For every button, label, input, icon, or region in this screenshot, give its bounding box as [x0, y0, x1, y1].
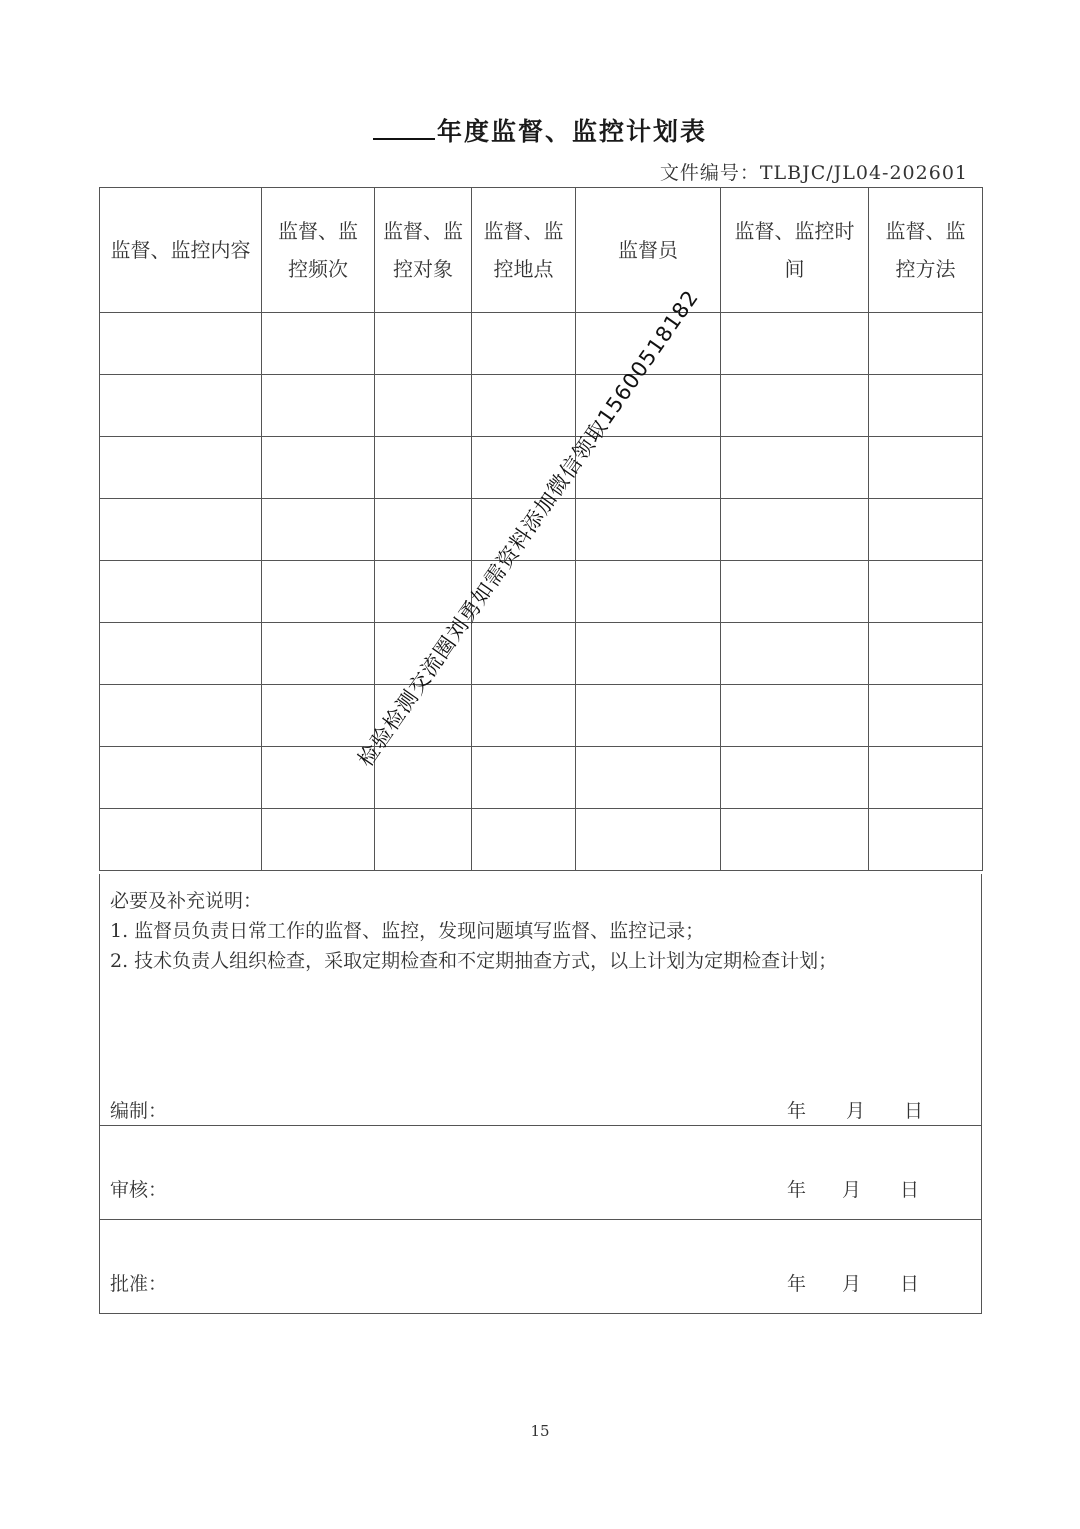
table-cell	[472, 747, 576, 809]
table-cell	[869, 809, 983, 871]
signature-date: 年 月 日	[787, 1100, 924, 1122]
table-cell	[576, 747, 721, 809]
title-text: 年度监督、监控计划表	[436, 117, 707, 146]
table-cell	[262, 375, 375, 437]
table-cell	[472, 809, 576, 871]
table-cell	[375, 809, 472, 871]
header-time: 监督、监控时 间	[721, 188, 869, 313]
table-cell	[262, 499, 375, 561]
table-header-row	[100, 188, 983, 313]
table-cell	[100, 375, 262, 437]
table-cell	[375, 747, 472, 809]
table-cell	[262, 561, 375, 623]
watermark: 检验检测交流圈刘勇如需资料添加微信领取15600518182	[353, 285, 704, 772]
table-cell	[472, 685, 576, 747]
table-cell	[721, 375, 869, 437]
signature-label: 审核：	[110, 1179, 168, 1201]
table-cell	[100, 499, 262, 561]
table-cell	[869, 499, 983, 561]
notes	[110, 886, 837, 976]
table-row	[100, 809, 983, 871]
header-location: 监督、监 控地点	[472, 188, 576, 313]
signature-label: 编制：	[110, 1100, 168, 1122]
signature-label: 批准：	[110, 1273, 168, 1295]
table-cell	[100, 437, 262, 499]
table-cell	[869, 747, 983, 809]
table-cell	[576, 499, 721, 561]
table-cell	[869, 375, 983, 437]
table-cell	[869, 623, 983, 685]
header-frequency: 监督、监 控频次	[262, 188, 375, 313]
table-cell	[472, 375, 576, 437]
divider	[100, 1125, 981, 1126]
table-cell	[721, 313, 869, 375]
table-cell	[721, 747, 869, 809]
table-cell	[100, 623, 262, 685]
table-cell	[100, 747, 262, 809]
table-cell	[375, 375, 472, 437]
table-cell	[721, 685, 869, 747]
table-cell	[262, 685, 375, 747]
table-cell	[100, 685, 262, 747]
table-cell	[262, 809, 375, 871]
table-cell	[869, 561, 983, 623]
note-item: 2. 技术负责人组织检查，采取定期检查和不定期抽查方式，以上计划为定期检查计划；	[110, 950, 838, 972]
table-row	[100, 685, 983, 747]
year-blank	[373, 116, 435, 140]
page-title	[0, 112, 1080, 148]
header-method: 监督、监 控方法	[869, 188, 983, 313]
divider	[100, 1219, 981, 1220]
table-cell	[721, 809, 869, 871]
table-cell	[576, 561, 721, 623]
table-cell	[576, 809, 721, 871]
table-cell	[375, 313, 472, 375]
table-row	[100, 623, 983, 685]
header-supervisor: 监督员	[576, 188, 721, 313]
table-cell	[721, 499, 869, 561]
table-cell	[262, 437, 375, 499]
table-cell	[721, 623, 869, 685]
table-row	[100, 561, 983, 623]
table-cell	[721, 437, 869, 499]
table-row	[100, 747, 983, 809]
table-cell	[869, 437, 983, 499]
page-number: 15	[530, 1422, 550, 1440]
table-cell	[262, 313, 375, 375]
table-cell	[869, 313, 983, 375]
table-cell	[721, 561, 869, 623]
signature-date: 年 月 日	[787, 1273, 920, 1295]
table-cell	[100, 809, 262, 871]
header-object: 监督、监 控对象	[375, 188, 472, 313]
note-item: 1. 监督员负责日常工作的监督、监控，发现问题填写监督、监控记录；	[110, 920, 705, 942]
table-cell	[472, 623, 576, 685]
table-cell	[100, 561, 262, 623]
table-cell	[576, 685, 721, 747]
table-cell	[262, 623, 375, 685]
document-number: 文件编号：TLBJC/JL04-202601	[659, 162, 968, 184]
notes-signature-section	[99, 874, 982, 1314]
notes-heading: 必要及补充说明：	[110, 890, 263, 912]
table-cell	[375, 499, 472, 561]
table-cell	[100, 313, 262, 375]
table-row	[100, 375, 983, 437]
signature-date: 年 月 日	[787, 1179, 920, 1201]
header-content: 监督、监控内容	[100, 188, 262, 313]
table-cell	[576, 623, 721, 685]
table-cell	[472, 313, 576, 375]
table-cell	[869, 685, 983, 747]
table-row	[100, 313, 983, 375]
table-cell	[375, 437, 472, 499]
